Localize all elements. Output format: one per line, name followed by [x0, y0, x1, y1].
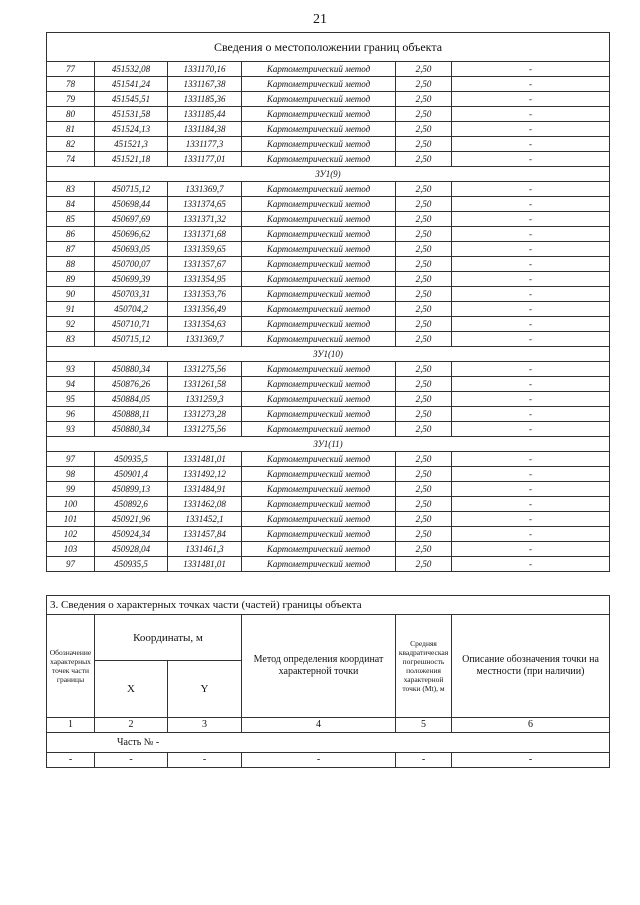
- description: -: [452, 422, 610, 437]
- x-coordinate: 450928,04: [95, 542, 168, 557]
- x-coordinate: 450703,31: [95, 287, 168, 302]
- accuracy: 2,50: [396, 287, 452, 302]
- y-coordinate: 1331184,38: [168, 122, 242, 137]
- method: Картометрический метод: [242, 257, 396, 272]
- y-coordinate: 1331261,58: [168, 377, 242, 392]
- x-coordinate: 450880,34: [95, 422, 168, 437]
- point-number: 82: [47, 137, 95, 152]
- table-row: [47, 452, 610, 467]
- x-coordinate: 450884,05: [95, 392, 168, 407]
- method: Картометрический метод: [242, 497, 396, 512]
- accuracy: 2,50: [396, 557, 452, 572]
- point-number: 85: [47, 212, 95, 227]
- description: -: [452, 377, 610, 392]
- column-number: 3: [168, 718, 242, 733]
- x-coordinate: 450892,6: [95, 497, 168, 512]
- table-row: [47, 137, 610, 152]
- method: Картометрический метод: [242, 272, 396, 287]
- table-row: [47, 182, 610, 197]
- y-coordinate: 1331369,7: [168, 332, 242, 347]
- y-coordinate: 1331167,38: [168, 77, 242, 92]
- x-coordinate: 450715,12: [95, 332, 168, 347]
- point-number: 86: [47, 227, 95, 242]
- point-number: 93: [47, 362, 95, 377]
- accuracy: 2,50: [396, 152, 452, 167]
- accuracy: 2,50: [396, 77, 452, 92]
- accuracy: 2,50: [396, 407, 452, 422]
- y-coordinate: 1331492,12: [168, 467, 242, 482]
- description: -: [452, 257, 610, 272]
- point-number: 97: [47, 452, 95, 467]
- description: -: [452, 317, 610, 332]
- method: Картометрический метод: [242, 122, 396, 137]
- table-cell: -: [47, 753, 95, 768]
- x-coordinate: 450693,05: [95, 242, 168, 257]
- table-cell: -: [396, 753, 452, 768]
- table-cell: -: [452, 753, 610, 768]
- table-row: [47, 482, 610, 497]
- point-number: 102: [47, 527, 95, 542]
- method: Картометрический метод: [242, 317, 396, 332]
- y-coordinate: 1331369,7: [168, 182, 242, 197]
- table-row: [47, 77, 610, 92]
- y-coordinate: 1331177,01: [168, 152, 242, 167]
- x-coordinate: 450921,96: [95, 512, 168, 527]
- point-number: 95: [47, 392, 95, 407]
- table-row: [47, 287, 610, 302]
- y-coordinate: 1331371,32: [168, 212, 242, 227]
- section-heading: 3. Сведения о характерных точках части (частей) границы объекта: [47, 596, 610, 615]
- point-number: 99: [47, 482, 95, 497]
- y-coordinate: 1331374,65: [168, 197, 242, 212]
- method: Картометрический метод: [242, 557, 396, 572]
- description: -: [452, 152, 610, 167]
- y-coordinate: 1331185,36: [168, 92, 242, 107]
- point-number: 88: [47, 257, 95, 272]
- accuracy: 2,50: [396, 212, 452, 227]
- column-number: 1: [47, 718, 95, 733]
- point-number: 87: [47, 242, 95, 257]
- point-number: 74: [47, 152, 95, 167]
- description: -: [452, 107, 610, 122]
- description: -: [452, 392, 610, 407]
- point-number: 83: [47, 332, 95, 347]
- point-number: 81: [47, 122, 95, 137]
- table-row: [47, 272, 610, 287]
- method: Картометрический метод: [242, 242, 396, 257]
- table-row: [47, 753, 610, 768]
- section-label: ЗУ1(11): [47, 437, 610, 452]
- point-number: 89: [47, 272, 95, 287]
- method: Картометрический метод: [242, 422, 396, 437]
- description: -: [452, 122, 610, 137]
- description: -: [452, 197, 610, 212]
- y-coordinate: 1331457,84: [168, 527, 242, 542]
- accuracy: 2,50: [396, 107, 452, 122]
- x-coordinate: 450876,26: [95, 377, 168, 392]
- method: Картометрический метод: [242, 407, 396, 422]
- description: -: [452, 527, 610, 542]
- x-coordinate: 450924,34: [95, 527, 168, 542]
- description: -: [452, 512, 610, 527]
- method: Картометрический метод: [242, 332, 396, 347]
- description: -: [452, 557, 610, 572]
- description: -: [452, 542, 610, 557]
- method: Картометрический метод: [242, 362, 396, 377]
- method: Картометрический метод: [242, 392, 396, 407]
- point-number: 84: [47, 197, 95, 212]
- column-number: 6: [452, 718, 610, 733]
- x-coordinate: 450901,4: [95, 467, 168, 482]
- y-coordinate: 1331371,68: [168, 227, 242, 242]
- table-row: [47, 242, 610, 257]
- x-coordinate: 451541,24: [95, 77, 168, 92]
- description: -: [452, 332, 610, 347]
- y-coordinate: 1331185,44: [168, 107, 242, 122]
- y-coordinate: 1331177,3: [168, 137, 242, 152]
- point-number: 94: [47, 377, 95, 392]
- table-row: [47, 557, 610, 572]
- part-label: Часть № -: [47, 733, 610, 753]
- point-number: 100: [47, 497, 95, 512]
- description: -: [452, 242, 610, 257]
- point-number: 92: [47, 317, 95, 332]
- method: Картометрический метод: [242, 482, 396, 497]
- accuracy: 2,50: [396, 362, 452, 377]
- point-number: 77: [47, 62, 95, 77]
- table-row: [47, 92, 610, 107]
- table-row: [47, 542, 610, 557]
- method: Картометрический метод: [242, 182, 396, 197]
- y-coordinate: 1331356,49: [168, 302, 242, 317]
- header-description: Описание обозначения точки на местности (при наличии): [452, 615, 610, 718]
- column-number: 2: [95, 718, 168, 733]
- x-coordinate: 451531,58: [95, 107, 168, 122]
- x-coordinate: 450899,13: [95, 482, 168, 497]
- method: Картометрический метод: [242, 467, 396, 482]
- accuracy: 2,50: [396, 467, 452, 482]
- table-row: [47, 302, 610, 317]
- accuracy: 2,50: [396, 512, 452, 527]
- boundary-coordinates-table: [46, 32, 610, 572]
- table-row: [47, 317, 610, 332]
- y-coordinate: 1331461,3: [168, 542, 242, 557]
- page-number: 21: [313, 12, 327, 27]
- accuracy: 2,50: [396, 257, 452, 272]
- header-method: Метод определения координат характерной точки: [242, 615, 396, 718]
- point-number: 97: [47, 557, 95, 572]
- y-coordinate: 1331452,1: [168, 512, 242, 527]
- accuracy: 2,50: [396, 92, 452, 107]
- x-coordinate: 450888,11: [95, 407, 168, 422]
- table-row: [47, 407, 610, 422]
- x-coordinate: 450698,44: [95, 197, 168, 212]
- x-coordinate: 451521,3: [95, 137, 168, 152]
- table-cell: -: [242, 753, 396, 768]
- table-row: [47, 212, 610, 227]
- point-number: 90: [47, 287, 95, 302]
- accuracy: 2,50: [396, 527, 452, 542]
- accuracy: 2,50: [396, 197, 452, 212]
- table-row: [47, 122, 610, 137]
- accuracy: 2,50: [396, 542, 452, 557]
- x-coordinate: 450704,2: [95, 302, 168, 317]
- description: -: [452, 362, 610, 377]
- header-y: Y: [168, 661, 242, 718]
- point-number: 101: [47, 512, 95, 527]
- section-label: ЗУ1(9): [47, 167, 610, 182]
- description: -: [452, 287, 610, 302]
- y-coordinate: 1331275,56: [168, 422, 242, 437]
- accuracy: 2,50: [396, 497, 452, 512]
- accuracy: 2,50: [396, 227, 452, 242]
- y-coordinate: 1331462,08: [168, 497, 242, 512]
- y-coordinate: 1331354,95: [168, 272, 242, 287]
- x-coordinate: 451532,08: [95, 62, 168, 77]
- method: Картометрический метод: [242, 107, 396, 122]
- method: Картометрический метод: [242, 92, 396, 107]
- column-number-row: [47, 718, 610, 733]
- y-coordinate: 1331354,63: [168, 317, 242, 332]
- accuracy: 2,50: [396, 452, 452, 467]
- column-number: 4: [242, 718, 396, 733]
- x-coordinate: 450696,62: [95, 227, 168, 242]
- x-coordinate: 451521,18: [95, 152, 168, 167]
- description: -: [452, 212, 610, 227]
- method: Картометрический метод: [242, 212, 396, 227]
- header-coordinates: Координаты, м: [95, 615, 242, 661]
- y-coordinate: 1331359,65: [168, 242, 242, 257]
- section-label: ЗУ1(10): [47, 347, 610, 362]
- table-row: [47, 152, 610, 167]
- method: Картометрический метод: [242, 62, 396, 77]
- accuracy: 2,50: [396, 377, 452, 392]
- accuracy: 2,50: [396, 272, 452, 287]
- table-row: [47, 362, 610, 377]
- table-row: [47, 512, 610, 527]
- accuracy: 2,50: [396, 332, 452, 347]
- y-coordinate: 1331481,01: [168, 557, 242, 572]
- point-number: 83: [47, 182, 95, 197]
- description: -: [452, 302, 610, 317]
- x-coordinate: 450710,71: [95, 317, 168, 332]
- method: Картометрический метод: [242, 227, 396, 242]
- header-point-designation: Обозначение характерных точек части границы: [47, 615, 95, 718]
- method: Картометрический метод: [242, 452, 396, 467]
- accuracy: 2,50: [396, 317, 452, 332]
- x-coordinate: 450935,5: [95, 557, 168, 572]
- point-number: 91: [47, 302, 95, 317]
- table-title: Сведения о местоположении границ объекта: [47, 33, 610, 62]
- table-row: [47, 527, 610, 542]
- table-row: [47, 227, 610, 242]
- accuracy: 2,50: [396, 422, 452, 437]
- accuracy: 2,50: [396, 482, 452, 497]
- description: -: [452, 92, 610, 107]
- method: Картометрический метод: [242, 137, 396, 152]
- method: Картометрический метод: [242, 152, 396, 167]
- y-coordinate: 1331353,76: [168, 287, 242, 302]
- description: -: [452, 77, 610, 92]
- method: Картометрический метод: [242, 377, 396, 392]
- table-row: [47, 197, 610, 212]
- accuracy: 2,50: [396, 62, 452, 77]
- table-row: [47, 62, 610, 77]
- accuracy: 2,50: [396, 122, 452, 137]
- x-coordinate: 450697,69: [95, 212, 168, 227]
- accuracy: 2,50: [396, 182, 452, 197]
- header-accuracy: Средняя квадратическая погрешность положения характерной точки (Mt), м: [396, 615, 452, 718]
- x-coordinate: 451545,51: [95, 92, 168, 107]
- table-row: [47, 497, 610, 512]
- accuracy: 2,50: [396, 392, 452, 407]
- x-coordinate: 450935,5: [95, 452, 168, 467]
- table-row: [47, 392, 610, 407]
- column-number: 5: [396, 718, 452, 733]
- description: -: [452, 482, 610, 497]
- point-number: 96: [47, 407, 95, 422]
- method: Картометрический метод: [242, 512, 396, 527]
- point-number: 79: [47, 92, 95, 107]
- accuracy: 2,50: [396, 137, 452, 152]
- accuracy: 2,50: [396, 302, 452, 317]
- description: -: [452, 227, 610, 242]
- description: -: [452, 62, 610, 77]
- description: -: [452, 272, 610, 287]
- description: -: [452, 497, 610, 512]
- x-coordinate: 450700,07: [95, 257, 168, 272]
- point-number: 98: [47, 467, 95, 482]
- table-row: [47, 467, 610, 482]
- description: -: [452, 467, 610, 482]
- point-number: 93: [47, 422, 95, 437]
- table-row: [47, 107, 610, 122]
- description: -: [452, 407, 610, 422]
- method: Картометрический метод: [242, 77, 396, 92]
- table-cell: -: [168, 753, 242, 768]
- table-row: [47, 332, 610, 347]
- y-coordinate: 1331481,01: [168, 452, 242, 467]
- x-coordinate: 450699,39: [95, 272, 168, 287]
- description: -: [452, 452, 610, 467]
- table-row: [47, 377, 610, 392]
- table-row: [47, 422, 610, 437]
- method: Картометрический метод: [242, 527, 396, 542]
- y-coordinate: 1331357,67: [168, 257, 242, 272]
- y-coordinate: 1331484,91: [168, 482, 242, 497]
- table-cell: -: [95, 753, 168, 768]
- part-points-table: [46, 595, 610, 768]
- y-coordinate: 1331259,3: [168, 392, 242, 407]
- header-x: X: [95, 661, 168, 718]
- method: Картометрический метод: [242, 302, 396, 317]
- y-coordinate: 1331275,56: [168, 362, 242, 377]
- point-number: 80: [47, 107, 95, 122]
- method: Картометрический метод: [242, 287, 396, 302]
- point-number: 103: [47, 542, 95, 557]
- x-coordinate: 450880,34: [95, 362, 168, 377]
- y-coordinate: 1331273,28: [168, 407, 242, 422]
- accuracy: 2,50: [396, 242, 452, 257]
- method: Картометрический метод: [242, 542, 396, 557]
- description: -: [452, 182, 610, 197]
- description: -: [452, 137, 610, 152]
- method: Картометрический метод: [242, 197, 396, 212]
- point-number: 78: [47, 77, 95, 92]
- y-coordinate: 1331170,16: [168, 62, 242, 77]
- x-coordinate: 450715,12: [95, 182, 168, 197]
- x-coordinate: 451524,13: [95, 122, 168, 137]
- table-row: [47, 257, 610, 272]
